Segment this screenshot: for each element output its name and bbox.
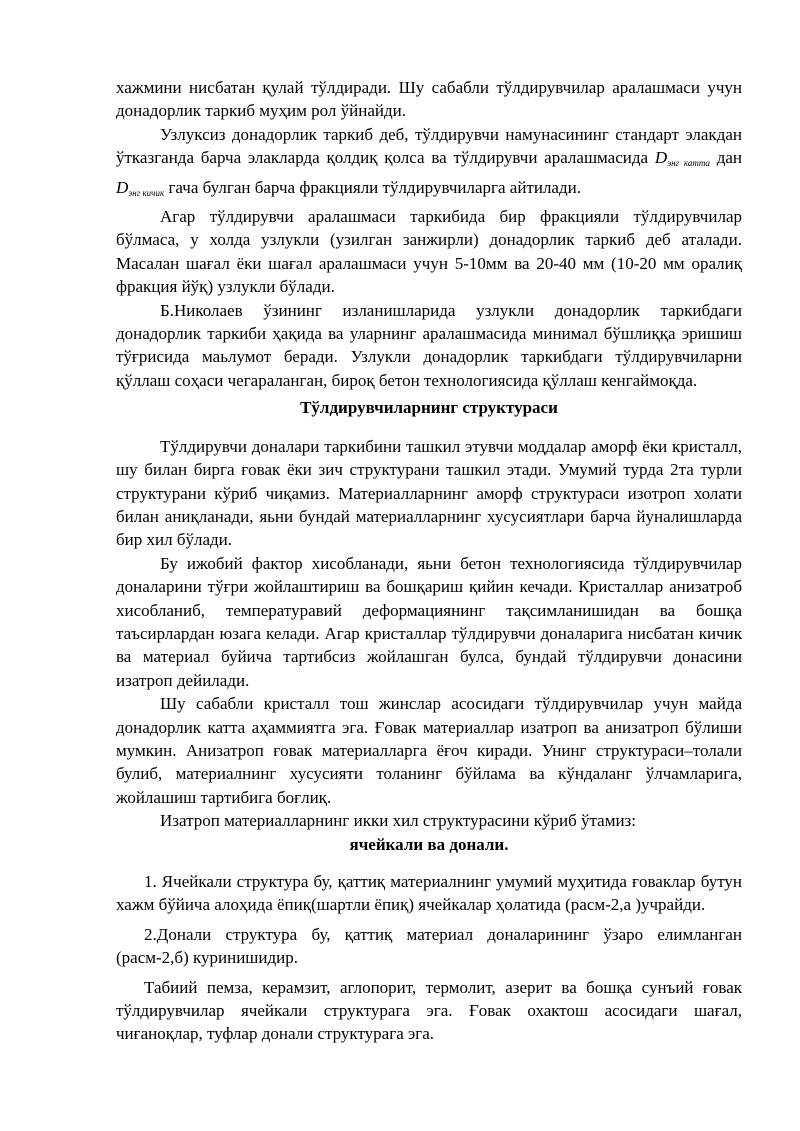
list-item: 2.Донали структура бу, қаттиқ материал доналарининг ўзаро елимланган (расм-2,б) куринишидир.	[116, 924, 742, 968]
text-span: гача булган барча фракцияли тўлдирувчиларга айтилади.	[164, 177, 581, 197]
paragraph: Изатроп материалларнинг икки хил структурасини кўриб ўтамиз:	[160, 811, 636, 831]
text-span: дан	[709, 148, 742, 168]
section-subheading: ячейкали ва донали.	[349, 834, 509, 854]
page-body	[116, 76, 742, 1046]
paragraph: Тўлдирувчи доналари таркибини ташкил этувчи моддалар аморф ёки кристалл, шу билан бирга ғовак ёки зич структурани ташкил этади. Умумий турда 2та турли структурани кўриб чиқамиз. Материалларнинг аморф структураси изотроп холати билан аниқланади, яьни бундай материалларнинг хусусиятлари барча йуналишларда бир хил бўлади.	[116, 436, 742, 550]
formula-symbol: D	[116, 177, 129, 197]
text-span: Узлуксиз донадорлик таркиб деб, тўлдирувчи намунасининг стандарт элакдан ўтказганда барча элакларда қолдиқ қолса ва тўлдирувчи аралашмасида	[116, 124, 742, 168]
paragraph: Б.Николаев ўзининг изланишларида узлукли донадорлик таркибдаги донадорлик таркиби ҳақида ва уларнинг аралашмасида минимал бўшлиққа эришиш тўғрисида маьлумот беради. Узлукли донадорлик таркибдаги тўлдирувчиларни қўллаш соҳаси чегараланган, бироқ бетон технологиясида қўллаш кенгаймоқда.	[116, 300, 742, 390]
list-item: 1. Ячейкали структура бу, қаттиқ материалнинг умумий муҳитида ғоваклар бутун хажм бўйича алоҳида ёпиқ(шартли ёпиқ) ячейкалар ҳолатида (расм-2,а )учрайди.	[116, 872, 742, 915]
formula-subscript: энг кичик	[128, 187, 165, 198]
formula-d-min	[116, 178, 164, 197]
section-heading: Тўлдирувчиларнинг структураси	[300, 398, 558, 418]
formula-subscript: энг катта	[667, 158, 710, 169]
formula-d-max	[655, 148, 710, 167]
paragraph: хажмини нисбатан қулай тўлдиради. Шу сабабли тўлдирувчилар аралашмаси учун донадорлик таркиб муҳим рол ўйнайди.	[116, 78, 742, 121]
paragraph: Табиий пемза, керамзит, аглопорит, термолит, азерит ва бошқа сунъий ғовак тўлдирувчилар ячейкали структурага эга. Ғовак охактош асосидаги шағал, чиғаноқлар, туфлар донали структурага эга.	[116, 977, 742, 1044]
paragraph: Агар тўлдирувчи аралашмаси таркибида бир фракцияли тўлдирувчилар бўлмаса, у холда узлукли (узилган занжирли) донадорлик таркиб деб аталади. Масалан шағал ёки шағал аралашмаси учун 5-10мм ва 20-40 мм (10-20 мм оралиқ фракция йўқ) узлукли бўлади.	[116, 207, 742, 297]
paragraph: Шу сабабли кристалл тош жинслар асосидаги тўлдирувчилар учун майда донадорлик катта аҳаммиятга эга. Ғовак материаллар изатроп ва анизатроп бўлиши мумкин. Анизатроп ғовак материалларга ёғоч киради. Унинг структураси–толали булиб, материалнинг хусусияти толанинг бўйлама ва кўндаланг ўлчамларига, жойлашиш тартибига боғлиқ.	[116, 694, 742, 807]
paragraph: Бу ижобий фактор хисобланади, яьни бетон технологиясида тўлдирувчилар доналарини тўғри жойлаштириш ва бошқариш қийин кечади. Кристаллар анизатроб хисобланиб, температуравий деформациянинг тақсимланишидан ва бошқа таъсирлардан юзага келади. Агар кристаллар тўлдирувчи доналарига нисбатан кичик ва материал буйича тартибсиз жойлашган булса, бундай тўлдирувчи донасини изатроп дейилади.	[116, 553, 742, 690]
paragraph	[116, 123, 742, 205]
formula-symbol: D	[654, 148, 668, 168]
